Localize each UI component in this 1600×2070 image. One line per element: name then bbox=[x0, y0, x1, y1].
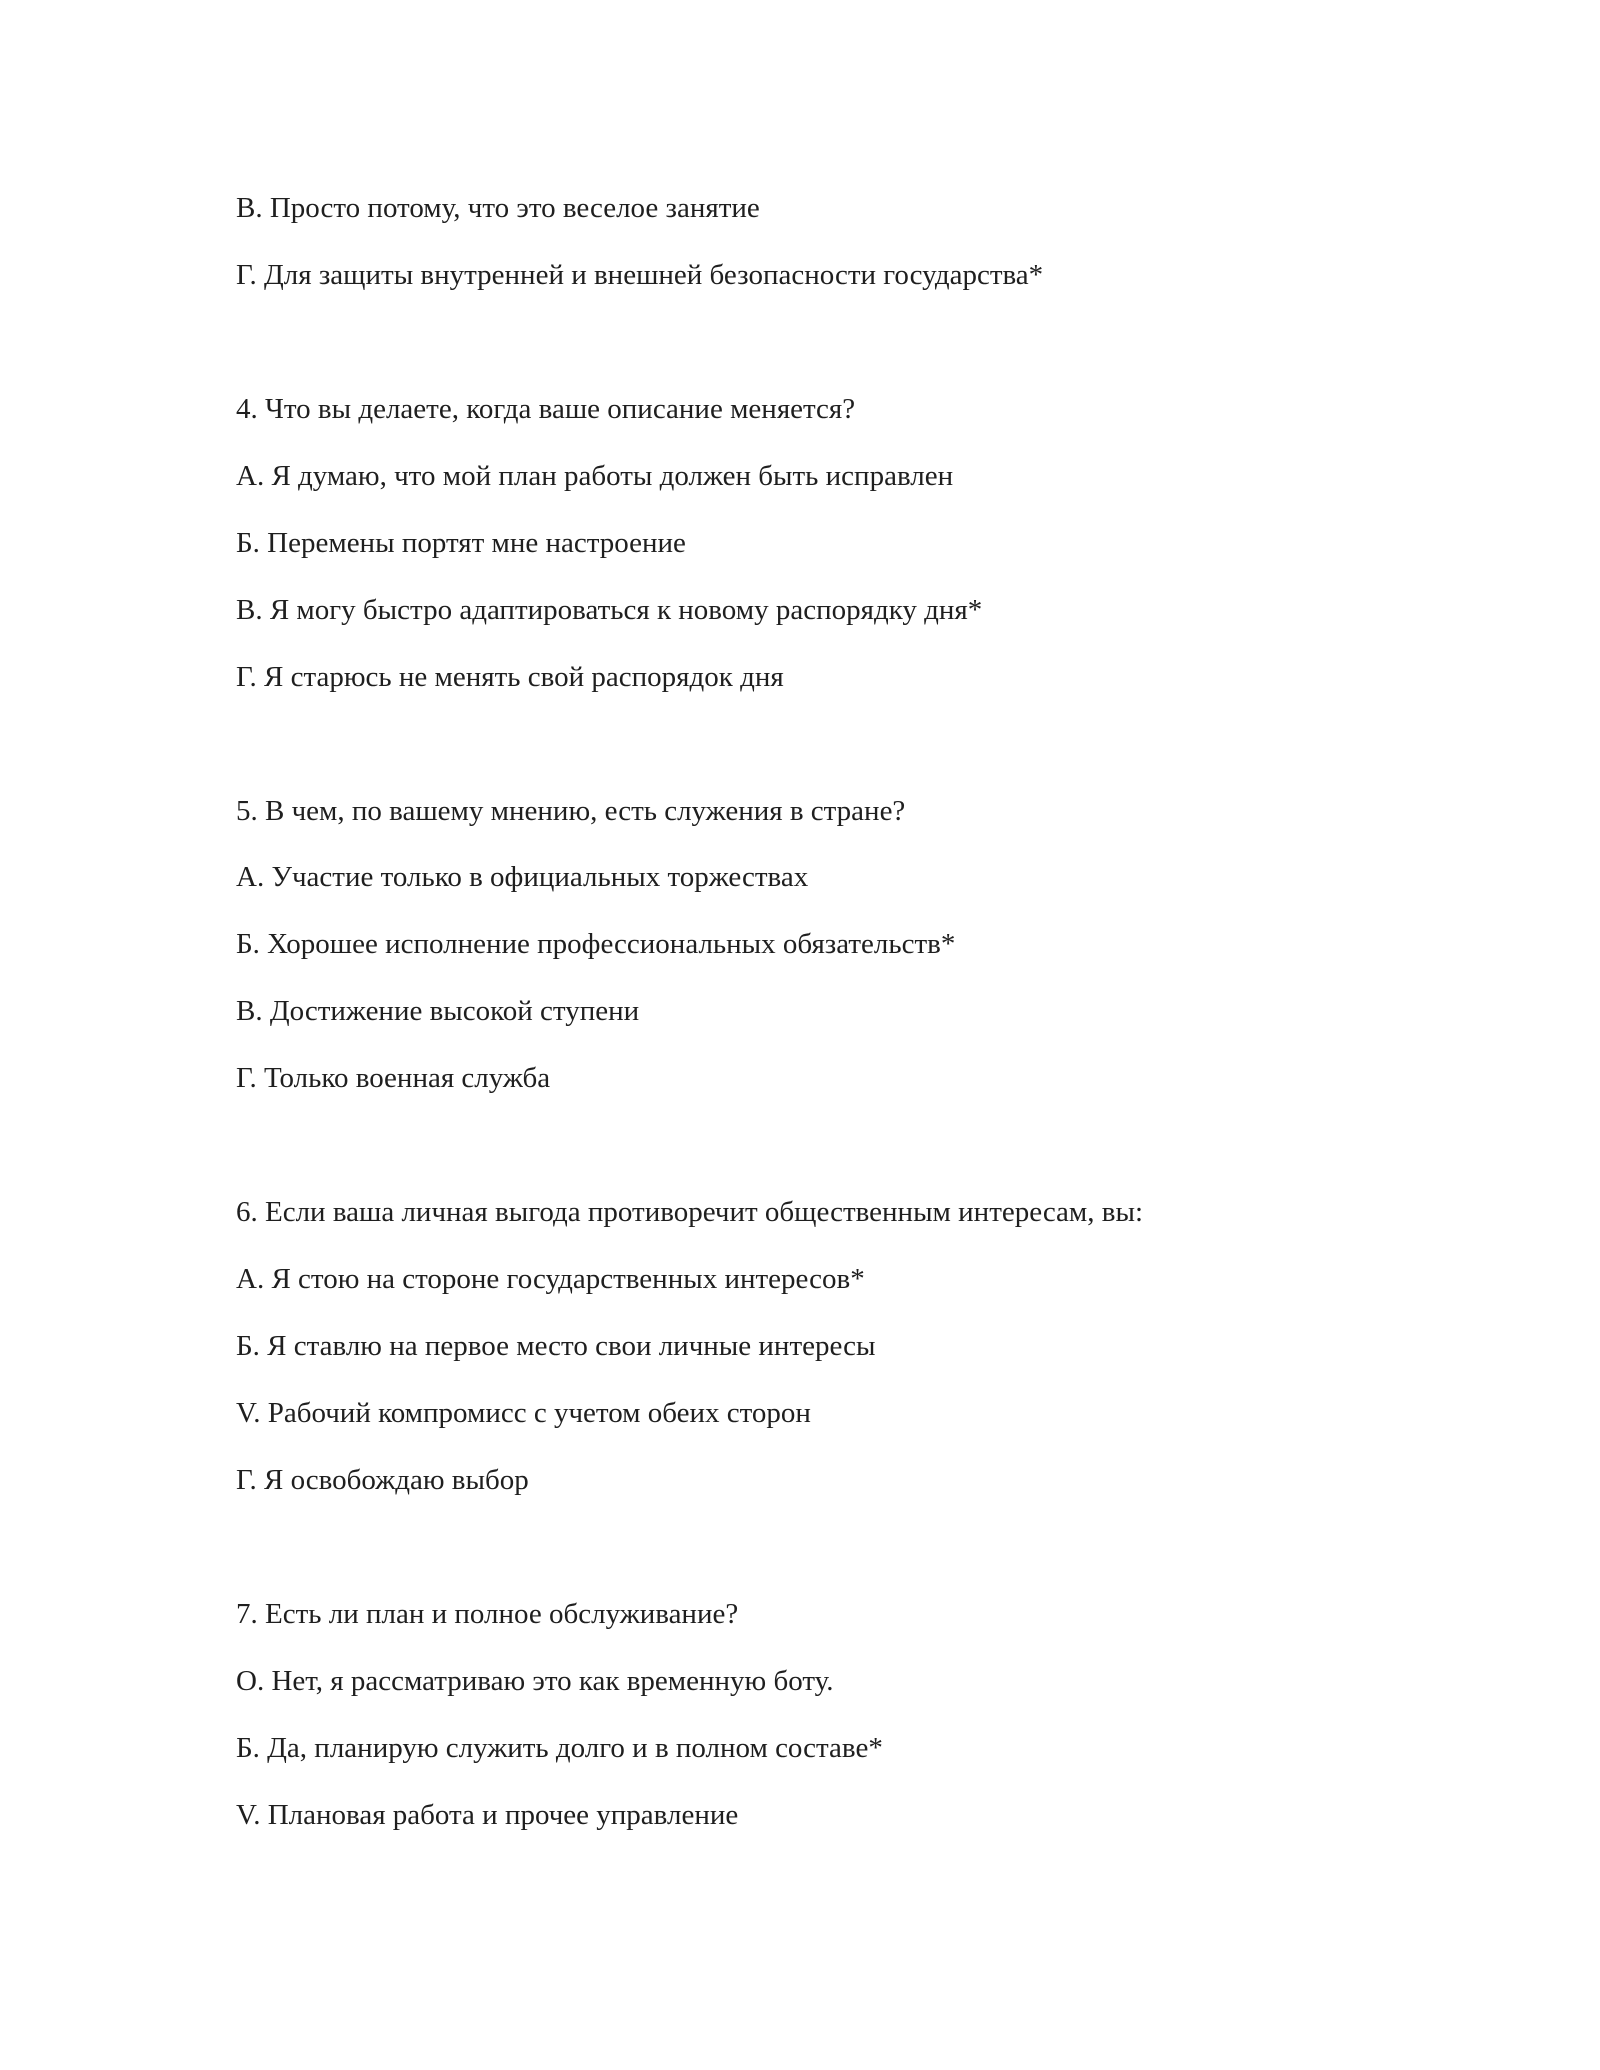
answer-option-6g: Г. Я освобождаю выбор bbox=[236, 1464, 529, 1496]
answer-option-6v: V. Рабочий компромисс с учетом обеих сторон bbox=[236, 1397, 811, 1429]
answer-option-3v: В. Просто потому, что это веселое занятие bbox=[236, 192, 760, 224]
question-7: 7. Есть ли план и полное обслуживание? bbox=[236, 1598, 739, 1630]
answer-option-6b: Б. Я ставлю на первое место свои личные интересы bbox=[236, 1330, 876, 1362]
answer-option-7o: О. Нет, я рассматриваю это как временную боту. bbox=[236, 1665, 834, 1697]
answer-option-6a: А. Я стою на стороне государственных интересов* bbox=[236, 1263, 865, 1295]
question-4: 4. Что вы делаете, когда ваше описание меняется? bbox=[236, 393, 856, 425]
answer-option-5g: Г. Только военная служба bbox=[236, 1062, 551, 1094]
answer-option-4a: А. Я думаю, что мой план работы должен быть исправлен bbox=[236, 460, 954, 492]
answer-option-5b: Б. Хорошее исполнение профессиональных обязательств* bbox=[236, 928, 956, 960]
question-6: 6. Если ваша личная выгода противоречит общественным интересам, вы: bbox=[236, 1196, 1144, 1228]
answer-option-4g: Г. Я старюсь не менять свой распорядок дня bbox=[236, 661, 784, 693]
answer-option-4b: Б. Перемены портят мне настроение bbox=[236, 527, 686, 559]
answer-option-3g: Г. Для защиты внутренней и внешней безопасности государства* bbox=[236, 259, 1044, 291]
answer-option-4v: В. Я могу быстро адаптироваться к новому распорядку дня* bbox=[236, 594, 983, 626]
answer-option-5v: В. Достижение высокой ступени bbox=[236, 995, 640, 1027]
answer-option-5a: А. Участие только в официальных торжествах bbox=[236, 861, 809, 893]
answer-option-7v: V. Плановая работа и прочее управление bbox=[236, 1799, 739, 1831]
answer-option-7b: Б. Да, планирую служить долго и в полном составе* bbox=[236, 1732, 883, 1764]
question-5: 5. В чем, по вашему мнению, есть служения в стране? bbox=[236, 795, 906, 827]
